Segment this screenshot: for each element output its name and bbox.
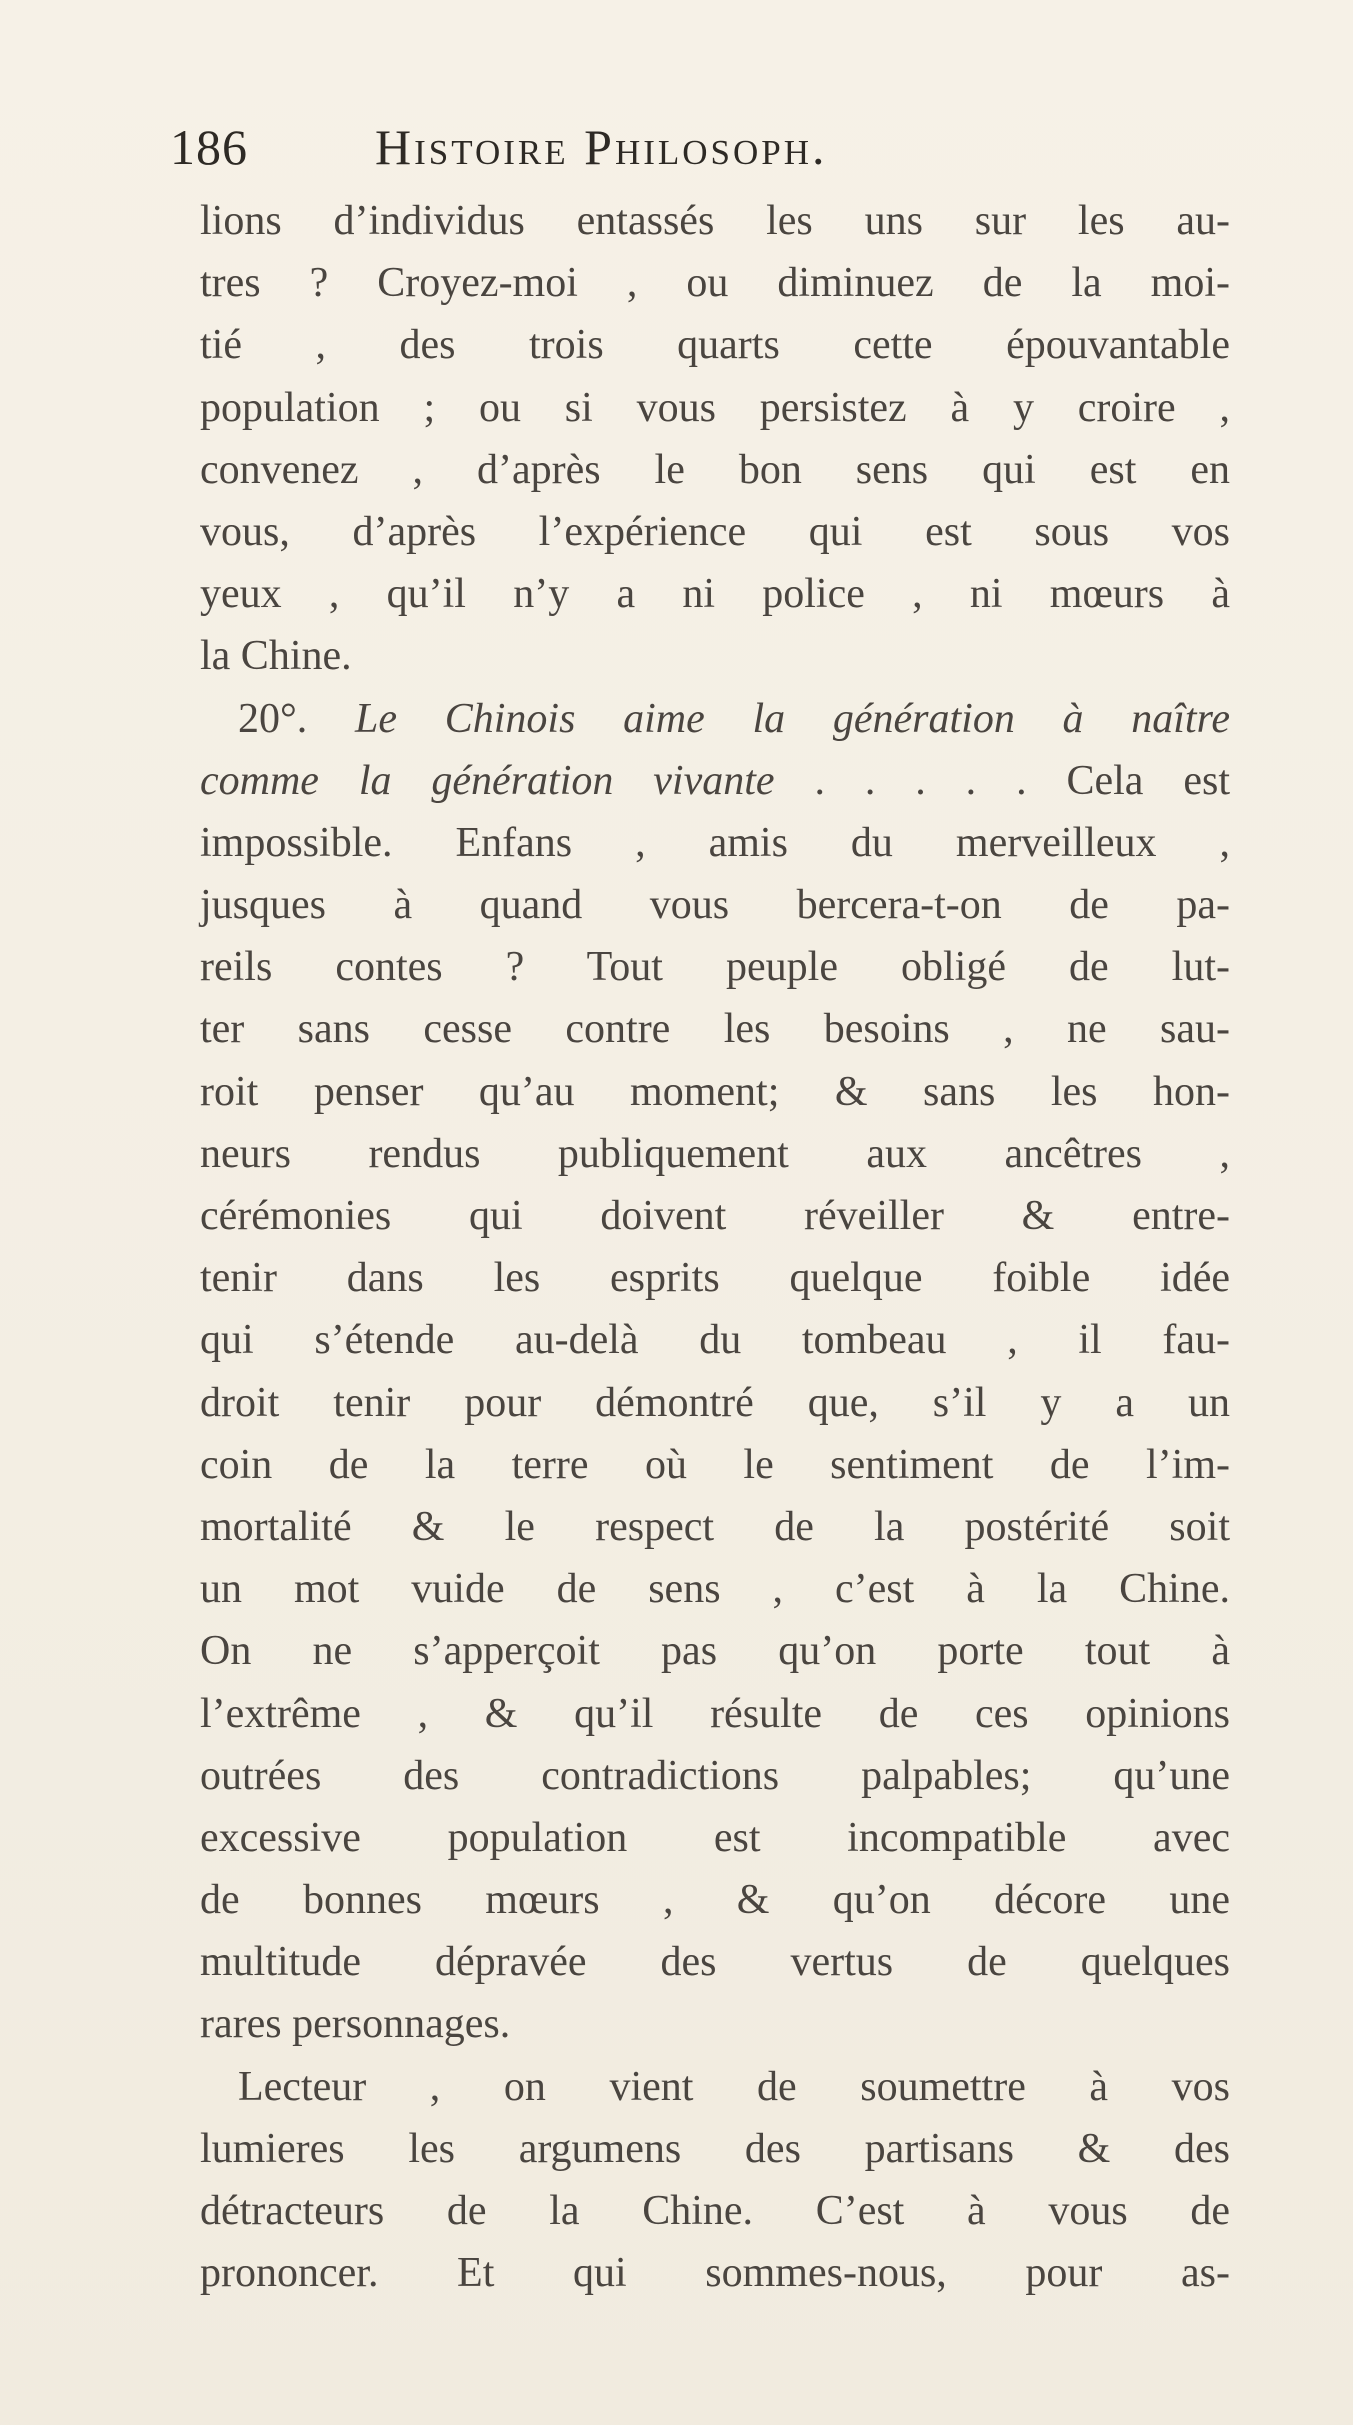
text-line: population ; ou si vous persistez à y croire , bbox=[200, 384, 1230, 431]
text-line: coin de la terre où le sentiment de l’im- bbox=[200, 1441, 1230, 1488]
text-line: lions d’individus entassés les uns sur les au- bbox=[200, 198, 1230, 244]
text-line bbox=[200, 750, 1230, 812]
text-line: convenez , d’après le bon sens qui est en bbox=[200, 446, 1230, 493]
text-line: yeux , qu’il n’y a ni police , ni mœurs à bbox=[200, 571, 1230, 618]
text-line: cérémonies qui doivent réveiller & entre- bbox=[200, 1193, 1230, 1239]
text-line: détracteurs de la Chine. C’est à vous de bbox=[200, 2188, 1230, 2234]
page-number: 186 bbox=[170, 119, 248, 175]
article-number: 20°. bbox=[238, 695, 356, 742]
page-header bbox=[170, 118, 1220, 198]
text-line: tié , des trois quarts cette épouvantable bbox=[200, 322, 1230, 369]
text-line: outrées des contradictions palpables; qu’une bbox=[200, 1752, 1230, 1799]
text-line: roit penser qu’au moment; & sans les hon- bbox=[200, 1068, 1230, 1115]
text-line bbox=[200, 688, 1230, 750]
text-line: excessive population est incompatible avec bbox=[200, 1814, 1230, 1861]
text-line: tres ? Croyez-moi , ou diminuez de la moi- bbox=[200, 260, 1230, 307]
text-line: vous, d’après l’expérience qui est sous vos bbox=[200, 508, 1230, 555]
text-line: On ne s’apperçoit pas qu’on porte tout à bbox=[200, 1628, 1230, 1675]
text-line: l’extrême , & qu’il résulte de ces opinions bbox=[200, 1690, 1230, 1737]
text-line: jusques à quand vous bercera-t-on de pa- bbox=[200, 882, 1230, 929]
body-text bbox=[200, 190, 1230, 2304]
text-line: multitude dépravée des vertus de quelques bbox=[200, 1939, 1230, 1986]
text-line: mortalité & le respect de la postérité soit bbox=[200, 1503, 1230, 1550]
text-line: neurs rendus publiquement aux ancêtres , bbox=[200, 1130, 1230, 1177]
text-line: tenir dans les esprits quelque foible idée bbox=[200, 1255, 1230, 1302]
text-line: de bonnes mœurs , & qu’on décore une bbox=[200, 1877, 1230, 1924]
text-line: reils contes ? Tout peuple obligé de lut- bbox=[200, 944, 1230, 991]
text-line: ter sans cesse contre les besoins , ne sau- bbox=[200, 1006, 1230, 1053]
text-line: impossible. Enfans , amis du merveilleux , bbox=[200, 819, 1230, 866]
text-line: Lecteur , on vient de soumettre à vos bbox=[238, 2063, 1230, 2110]
text-line: qui s’étende au-delà du tombeau , il fau- bbox=[200, 1317, 1230, 1364]
text-line: la Chine. bbox=[200, 633, 352, 680]
text-line: un mot vuide de sens , c’est à la Chine. bbox=[200, 1566, 1230, 1613]
italic-quote: Le Chinois aime la génération à naître bbox=[355, 695, 1230, 742]
italic-quote: comme la génération vivante bbox=[200, 757, 775, 804]
line-text: . . . . . Cela est bbox=[774, 757, 1231, 804]
text-line: rares personnages. bbox=[200, 2001, 511, 2048]
text-line: droit tenir pour démontré que, s’il y a un bbox=[200, 1379, 1230, 1426]
running-title: Histoire Philosoph. bbox=[375, 119, 828, 175]
text-line: prononcer. Et qui sommes-nous, pour as- bbox=[200, 2250, 1230, 2297]
text-line: lumieres les argumens des partisans & des bbox=[200, 2125, 1230, 2172]
